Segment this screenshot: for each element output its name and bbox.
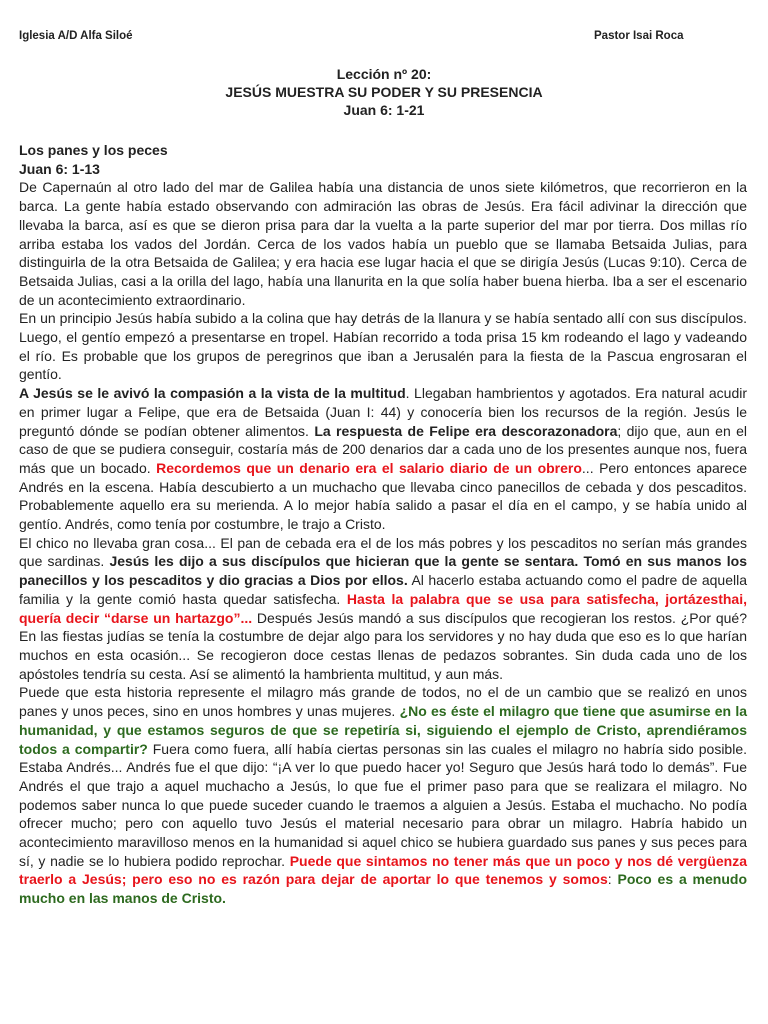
page-header <box>19 30 749 46</box>
red-highlight-text: Hasta la palabra que se usa para satisfecha, jortázesthai, quería decir “darse un hartazgo”... <box>19 590 747 626</box>
text-run: . Llegaban hambrientos y agotados. Era natural acudir en primer lugar a Felipe, que era de Betsaida (Juan I: 44) y conocería bien los recursos de la región. Jesús le preguntó dónde se podían obtener alimentos. <box>19 385 747 439</box>
bold-text: Jesús les dijo a sus discípulos que hicieran que la gente se sentara. Tomó en sus manos los panecillos y los pescaditos y dio gracias a Dios por ellos. <box>19 553 747 589</box>
text-run: De Capernaún al otro lado del mar de Galilea había una distancia de unos siete kilómetros, que recorrieron en la barca. La gente había estado observando con admiración las obras de Jesús. Era fácil adivinar la dirección que llevaba la barca, así es que se dieron prisa para dar la vuelta a la parte superior del mar por tierra. Dos millas río arriba estaba los vados del Jordán. Cerca de los vados había un pueblo que se llamaba Betsaida Julias, para distinguirla de la otra Betsaida de Galilea; y era hacia ese lugar hacia el que se dirigía Jesús (Lucas 9:10). Cerca de Betsaida Julias, casi a la orilla del lago, había una llanurita en la que solía haber buena hierba. Iba a ser el escenario de un acontecimiento extraordinario. <box>19 179 747 308</box>
paragraph <box>19 178 747 309</box>
text-run: El chico no llevaba gran cosa... El pan de cebada era el de los más pobres y los pescaditos no serían más grandes que sardinas. <box>19 534 747 570</box>
section-subheading: Juan 6: 1-13 <box>19 160 100 177</box>
paragraph <box>19 384 747 534</box>
lesson-number: Lección nº 20: <box>336 66 432 82</box>
lesson-title-block <box>0 65 768 119</box>
paragraph <box>19 534 747 684</box>
bold-text: La respuesta de Felipe era descorazonadora <box>314 422 618 439</box>
text-run: Al hacerlo estaba actuando como el padre de aquella familia y la gente comió hasta quedar satisfecha. <box>19 572 747 607</box>
lesson-reference: Juan 6: 1-21 <box>343 102 425 118</box>
paragraph <box>19 309 747 384</box>
section-heading: Los panes y los peces <box>19 142 168 158</box>
paragraph <box>19 683 747 907</box>
green-highlight-text: ¿No es éste el milagro que tiene que asumirse en la humanidad, y que estamos seguros de que se repetiría si, siguiendo el ejemplo de Cristo, aprendiéramos todos a compartir? <box>19 703 747 757</box>
church-name: Iglesia A/D Alfa Siloé <box>19 30 133 42</box>
text-run: Puede que esta historia represente el milagro más grande de todos, no el de un cambio que se realizó en unos panes y unos peces, sino en unos hombres y unas mujeres. <box>19 684 747 720</box>
text-run: En un principio Jesús había subido a la colina que hay detrás de la llanura y se había sentado allí con sus discípulos. Luego, el gentío empezó a presentarse en tropel. Habían recorrido a toda prisa 15 km rodeando el lago y vadeando el río. Es probable que los grupos de peregrinos que iban a Jerusalén para la fiesta de la Pascua engrosaran el gentío. <box>19 310 747 383</box>
paragraphs-container <box>19 178 747 907</box>
bold-text: A Jesús se le avivó la compasión a la vista de la multitud <box>19 385 406 402</box>
green-highlight-text: Poco es a menudo mucho en las manos de Cristo. <box>19 871 747 907</box>
text-run: : <box>607 871 618 888</box>
lesson-title: JESÚS MUESTRA SU PODER Y SU PRESENCIA <box>225 84 543 100</box>
document-body <box>19 141 747 908</box>
red-highlight-text: Puede que sintamos no tener más que un poco y nos dé vergüenza traerlo a Jesús; pero eso no es razón para dejar de aportar lo que tenemos y somos <box>19 852 747 888</box>
text-run: ; dijo que, aun en el caso de que se pudiera conseguir, costaría más de 200 denarios dar a cada uno de los presentes aunque nos, fuera más que un bocado. <box>19 422 747 476</box>
text-run: Fuera como fuera, allí había ciertas personas sin las cuales el milagro no habría sido posible. Estaba Andrés... Andrés fue el que dijo: “¡A ver lo que puedo hacer yo! Seguro que Jesús hará todo lo demás”. Fue Andrés el que trajo a aquel muchacho a Jesús, lo que fue el primer paso para que se realizara el milagro. No podemos saber nunca lo que puede suceder cuando le traemos a alguien a Jesús. Estaba el muchacho. No podía ofrecer mucho; pero con aquello tuvo Jesús el material necesario para obrar un milagro. Habría habido un acontecimiento maravilloso menos en la humanidad si aquel chico se hubiera guardado sus panes y sus peces para sí, y nadie se lo hubiera podido reprochar. <box>19 740 748 869</box>
pastor-name: Pastor Isai Roca <box>594 30 684 42</box>
text-run: ... Pero entonces aparece Andrés en la escena. Había descubierto a un muchacho que llevaba cinco panecillos de cebada y dos pescaditos. Probablemente aquello era su merienda. A lo mejor había salido a pasar el día en el campo, y se había unido al gentío. Andrés, como tenía por costumbre, le trajo a Cristo. <box>19 459 747 533</box>
text-run: Después Jesús mandó a sus discípulos que recogieran los restos. ¿Por qué? En las fiestas judías se tenía la costumbre de dejar algo para los servidores y no hay duda que eso es lo que harían muchos en esta ocasión... Se recogieron doce cestas llenas de pedazos sobrantes. Sin duda cada uno de los apóstoles tendría su cesta. Así se alimentó la hambrienta multitud, y aun más. <box>19 609 747 682</box>
red-highlight-text: Recordemos que un denario era el salario diario de un obrero <box>156 459 582 476</box>
